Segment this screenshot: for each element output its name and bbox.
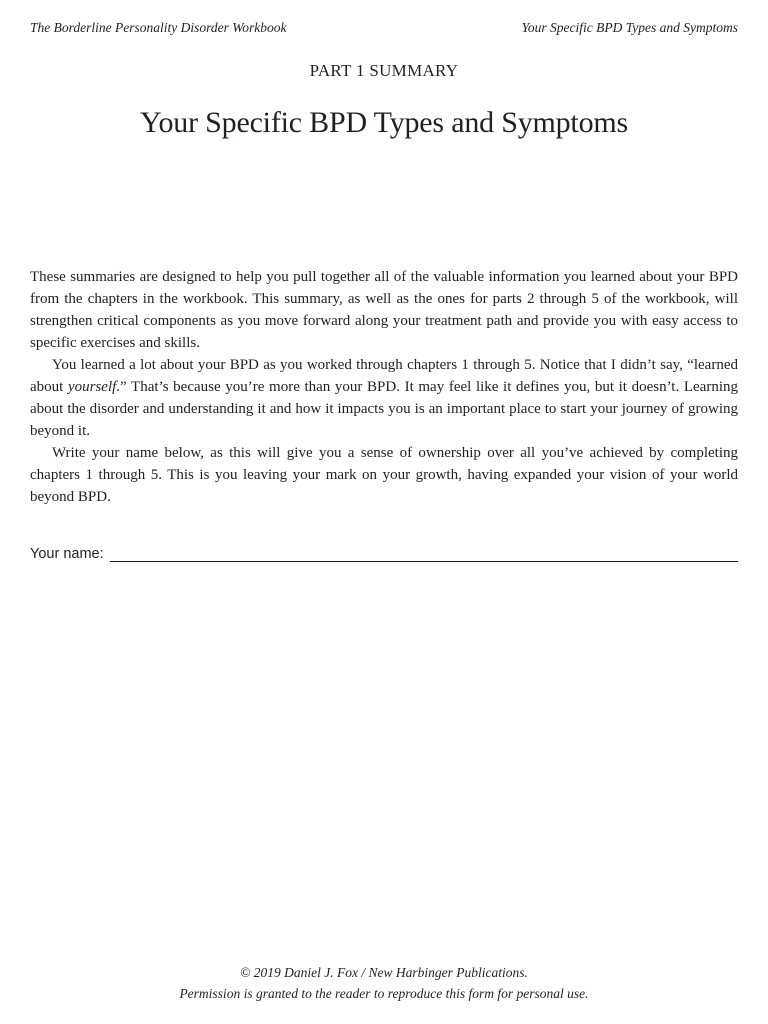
body-text	[30, 266, 738, 508]
paragraph-learned	[30, 354, 738, 442]
paragraph-write-name: Write your name below, as this will give you a sense of ownership over all you’ve achieved by completing chapters 1 through 5. This is you leaving your mark on your growth, having expanded your vision of your world beyond BPD.	[30, 445, 738, 505]
running-header-book-title: The Borderline Personality Disorder Workbook	[30, 20, 287, 35]
paragraph-learned-start: You learned a lot about your BPD as you worked through chapters 1 through 5. Notice that I didn’t say, “learned about	[30, 357, 738, 395]
paragraph-intro: These summaries are designed to help you pull together all of the valuable information you learned about your BPD from the chapters in the workbook. This summary, as well as the ones for parts 2 through 5 of the workbook, will strengthen critical components as you move forward along your treatment path and provide you with easy access to specific exercises and skills.	[30, 269, 738, 351]
paragraph-learned-end: .” That’s because you’re more than your BPD. It may feel like it defines you, but it doesn’t. Learning about the disorder and understanding it and how it impacts you is an important place to start your journey of growing beyond it.	[30, 379, 738, 439]
name-label: Your name:	[30, 546, 104, 562]
running-header	[30, 20, 738, 40]
emphasis-yourself: yourself	[67, 379, 117, 395]
page-footer	[0, 962, 768, 1004]
footer-permission: Permission is granted to the reader to reproduce this form for personal use.	[179, 986, 589, 1001]
section-kicker: PART 1 SUMMARY	[309, 61, 459, 80]
name-input[interactable]	[110, 545, 738, 562]
name-form-row	[30, 542, 738, 562]
footer-copyright: © 2019 Daniel J. Fox / New Harbinger Publications.	[240, 965, 528, 980]
page-title: Your Specific BPD Types and Symptoms	[140, 106, 628, 139]
running-header-chapter-title: Your Specific BPD Types and Symptoms	[521, 20, 738, 35]
